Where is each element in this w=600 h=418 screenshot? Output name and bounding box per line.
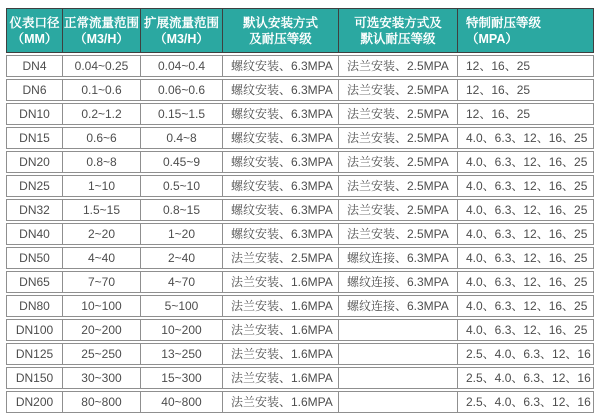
table-row bbox=[6, 103, 594, 125]
table-cell: 法兰安装、2.5MPA bbox=[339, 152, 458, 172]
table-cell: 4.0、6.3、12、16、25 bbox=[466, 323, 588, 337]
table-row bbox=[6, 343, 594, 365]
table-cell: 螺纹安装、6.3MPA bbox=[223, 80, 339, 100]
table-cell: 2~40 bbox=[141, 248, 223, 268]
table-cell: 4~40 bbox=[63, 248, 141, 268]
table-cell: DN6 bbox=[7, 80, 63, 100]
table-cell: DN200 bbox=[7, 392, 63, 412]
table-cell bbox=[339, 320, 458, 340]
table-cell: 螺纹连接、6.3MPA bbox=[339, 248, 458, 268]
table-cell: 螺纹连接、6.3MPA bbox=[339, 272, 458, 292]
table-cell: 4.0、6.3、12、16、25 bbox=[466, 227, 588, 241]
table-cell: 螺纹连接、6.3MPA bbox=[339, 296, 458, 316]
table-cell: 5~100 bbox=[141, 296, 223, 316]
table-cell: 法兰安装、2.5MPA bbox=[339, 80, 458, 100]
table-cell: 4.0、6.3、12、16、25 bbox=[466, 131, 588, 145]
table-cell: 法兰安装、1.6MPA bbox=[223, 344, 339, 364]
table-cell: 法兰安装、2.5MPA bbox=[339, 200, 458, 220]
table-cell: 1~10 bbox=[63, 176, 141, 196]
table-cell: 15~300 bbox=[141, 368, 223, 388]
table-cell: 0.6~6 bbox=[63, 128, 141, 148]
table-cell: DN4 bbox=[7, 56, 63, 76]
table-cell: 4~70 bbox=[141, 272, 223, 292]
table-cell: 法兰安装、1.6MPA bbox=[223, 392, 339, 412]
table-cell: DN20 bbox=[7, 152, 63, 172]
table-cell: 法兰安装、2.5MPA bbox=[339, 176, 458, 196]
header-line1: 仪表口径 bbox=[9, 15, 60, 30]
table-row bbox=[6, 127, 594, 149]
table-cell: DN50 bbox=[7, 248, 63, 268]
table-cell: 0.06~0.6 bbox=[141, 80, 223, 100]
table-row bbox=[6, 319, 594, 341]
table-cell: 0.5~10 bbox=[141, 176, 223, 196]
header-line1: 默认安装方式 bbox=[242, 15, 318, 30]
table-cell: 2~20 bbox=[63, 224, 141, 244]
table-row bbox=[6, 199, 594, 221]
table-cell: 法兰安装、2.5MPA bbox=[339, 104, 458, 124]
table-cell: 2.5、4.0、6.3、12、16 bbox=[466, 395, 591, 409]
table-cell: 2.5、4.0、6.3、12、16 bbox=[466, 371, 591, 385]
table-cell: 80~800 bbox=[63, 392, 141, 412]
table-cell: 40~800 bbox=[141, 392, 223, 412]
table-cell: 12、16、25 bbox=[466, 59, 531, 73]
table-cell: 法兰安装、1.6MPA bbox=[223, 272, 339, 292]
table-cell: DN100 bbox=[7, 320, 63, 340]
table-row bbox=[6, 391, 594, 413]
header-line2: （M3/H） bbox=[154, 31, 209, 46]
table-cell: DN65 bbox=[7, 272, 63, 292]
table-cell: 螺纹安装、6.3MPA bbox=[223, 104, 339, 124]
table-cell: 20~200 bbox=[63, 320, 141, 340]
table-cell: 10~200 bbox=[141, 320, 223, 340]
table-cell: 0.45~9 bbox=[141, 152, 223, 172]
table-cell: 1~20 bbox=[141, 224, 223, 244]
header-line1: 可选安装方式及 bbox=[354, 15, 442, 30]
table-cell: DN125 bbox=[7, 344, 63, 364]
header-cell bbox=[7, 9, 63, 52]
table-cell: 0.4~8 bbox=[141, 128, 223, 148]
table-row bbox=[6, 79, 594, 101]
header-cell bbox=[223, 9, 339, 52]
table-row bbox=[6, 271, 594, 293]
table-cell: 螺纹安装、6.3MPA bbox=[223, 152, 339, 172]
table-cell: 0.2~1.2 bbox=[63, 104, 141, 124]
table-cell: 法兰安装、2.5MPA bbox=[339, 56, 458, 76]
table-cell: 0.8~15 bbox=[141, 200, 223, 220]
table-cell bbox=[339, 344, 458, 364]
table-cell: 7~70 bbox=[63, 272, 141, 292]
table-cell: 法兰安装、2.5MPA bbox=[339, 128, 458, 148]
header-line1: 正常流量范围 bbox=[63, 15, 139, 30]
table-cell: 0.04~0.25 bbox=[63, 56, 141, 76]
table-cell: 30~300 bbox=[63, 368, 141, 388]
table-cell: 4.0、6.3、12、16、25 bbox=[466, 299, 588, 313]
table-row bbox=[6, 367, 594, 389]
header-line2: （M3/H） bbox=[74, 31, 129, 46]
table-row bbox=[6, 55, 594, 77]
table-cell: DN25 bbox=[7, 176, 63, 196]
header-cell bbox=[141, 9, 223, 52]
table-cell: DN32 bbox=[7, 200, 63, 220]
table-row bbox=[6, 175, 594, 197]
table-cell: 螺纹安装、6.3MPA bbox=[223, 224, 339, 244]
header-cell bbox=[339, 9, 458, 52]
table-row bbox=[6, 247, 594, 269]
table-cell: 螺纹安装、6.3MPA bbox=[223, 128, 339, 148]
table-cell: 4.0、6.3、12、16、25 bbox=[466, 251, 588, 265]
table-cell: 螺纹安装、6.3MPA bbox=[223, 176, 339, 196]
table-cell: 4.0、6.3、12、16、25 bbox=[466, 179, 588, 193]
table-cell: 13~250 bbox=[141, 344, 223, 364]
table-cell: DN10 bbox=[7, 104, 63, 124]
header-line2: 默认耐压等级 bbox=[360, 31, 436, 46]
header-cell bbox=[63, 9, 141, 52]
table-body bbox=[6, 55, 594, 413]
table-cell: 法兰安装、2.5MPA bbox=[339, 224, 458, 244]
header-line1: 扩展流量范围 bbox=[143, 15, 219, 30]
table-cell: 0.1~0.6 bbox=[63, 80, 141, 100]
table-cell: 4.0、6.3、12、16、25 bbox=[466, 203, 588, 217]
table-cell: 0.15~1.5 bbox=[141, 104, 223, 124]
table-cell: 法兰安装、1.6MPA bbox=[223, 296, 339, 316]
table-cell: 0.8~8 bbox=[63, 152, 141, 172]
table-cell: 法兰安装、1.6MPA bbox=[223, 368, 339, 388]
table-cell bbox=[339, 392, 458, 412]
table-cell: 螺纹安装、6.3MPA bbox=[223, 200, 339, 220]
table-header-row bbox=[6, 8, 594, 53]
table-cell: 法兰安装、2.5MPA bbox=[223, 248, 339, 268]
table-cell: DN150 bbox=[7, 368, 63, 388]
table-cell: DN80 bbox=[7, 296, 63, 316]
table-cell: 12、16、25 bbox=[466, 83, 531, 97]
table-cell: 12、16、25 bbox=[466, 107, 531, 121]
table-cell: 4.0、6.3、12、16、25 bbox=[466, 275, 588, 289]
table-cell: 法兰安装、1.6MPA bbox=[223, 320, 339, 340]
table-cell: DN15 bbox=[7, 128, 63, 148]
table-row bbox=[6, 223, 594, 245]
table-cell bbox=[339, 368, 458, 388]
table-cell: 4.0、6.3、12、16、25 bbox=[466, 155, 588, 169]
table-cell: DN40 bbox=[7, 224, 63, 244]
table-cell: 25~250 bbox=[63, 344, 141, 364]
table-row bbox=[6, 295, 594, 317]
table-cell: 2.5、4.0、6.3、12、16 bbox=[466, 347, 591, 361]
header-line1: 特制耐压等级 bbox=[466, 15, 542, 30]
header-cell bbox=[458, 9, 595, 52]
table-row bbox=[6, 151, 594, 173]
table-cell: 10~100 bbox=[63, 296, 141, 316]
header-line2: （MM） bbox=[11, 31, 58, 46]
header-line2: 及耐压等级 bbox=[249, 31, 312, 46]
table-cell: 1.5~15 bbox=[63, 200, 141, 220]
table-cell: 0.04~0.4 bbox=[141, 56, 223, 76]
header-line2: （MPA） bbox=[466, 31, 518, 46]
table-cell: 螺纹安装、6.3MPA bbox=[223, 56, 339, 76]
spec-table bbox=[6, 8, 594, 413]
